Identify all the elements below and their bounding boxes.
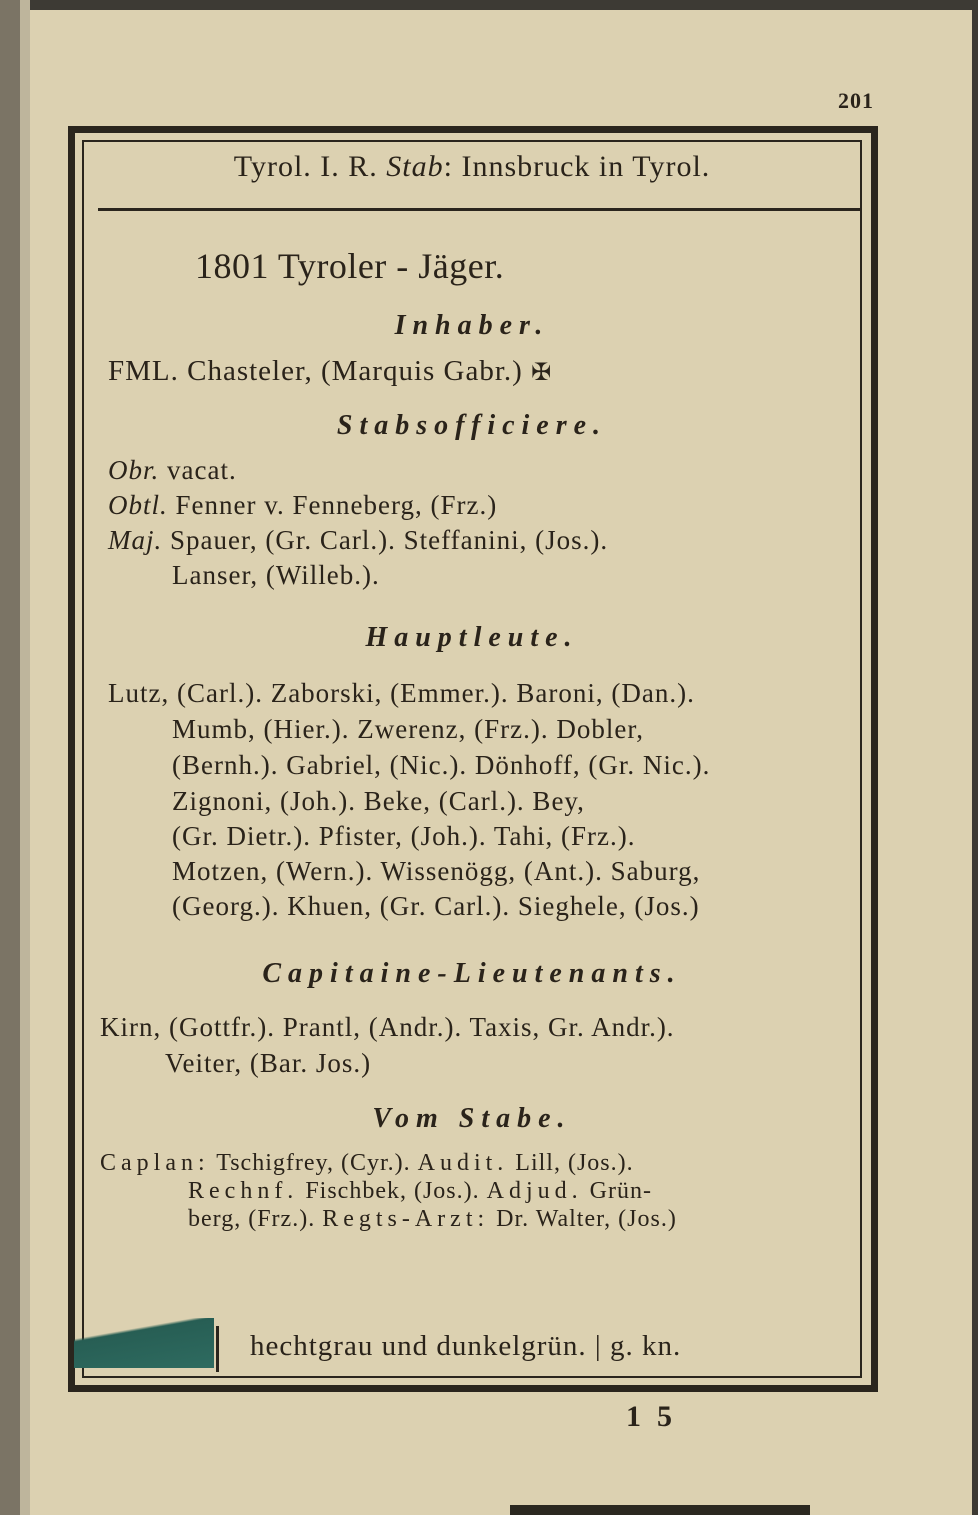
page-bottom-mark xyxy=(510,1505,810,1515)
section-vom-stabe: Vom Stabe. xyxy=(372,1103,572,1134)
regiment-name: Tyroler - Jäger. xyxy=(277,246,505,286)
stabsofficier-row xyxy=(108,455,237,486)
capitaine-lieutenant-line: Veiter, (Bar. Jos.) xyxy=(165,1048,372,1078)
order-cross-icon: ✠ xyxy=(531,360,553,386)
rank-label: Obr. xyxy=(108,455,160,485)
rank-label: Obtl. xyxy=(108,490,168,520)
stabsofficier-row xyxy=(172,560,380,591)
person-text: berg, (Frz.). xyxy=(188,1206,316,1232)
section-inhaber: Inhaber. xyxy=(394,310,550,341)
header-divider xyxy=(98,208,860,211)
header-stab-label: Stab xyxy=(386,150,444,183)
page-header xyxy=(82,150,862,184)
stabe-line xyxy=(188,1206,677,1233)
regiment-year: 1801 xyxy=(195,246,269,286)
green-color-swatch xyxy=(74,1318,214,1368)
book-gutter xyxy=(20,0,30,1515)
stabsofficier-row xyxy=(108,525,608,556)
officer-text: Lanser, (Willeb.). xyxy=(172,560,380,590)
book-spine xyxy=(0,0,20,1515)
printer-signature: 15 xyxy=(626,1400,688,1433)
officer-text: Fenner v. Fenneberg, (Frz.) xyxy=(175,490,498,520)
hauptleute-line: (Bernh.). Gabriel, (Nic.). Dönhoff, (Gr. Nic.). xyxy=(172,750,711,780)
hauptleute-line: Zignoni, (Joh.). Beke, (Carl.). Bey, xyxy=(172,786,585,816)
role-label: Caplan: xyxy=(100,1150,210,1176)
role-label: Rechnf. xyxy=(188,1178,299,1204)
person-text: Grün- xyxy=(589,1178,652,1204)
page-number: 201 xyxy=(838,88,874,113)
hauptleute-line: (Gr. Dietr.). Pfister, (Joh.). Tahi, (Frz.). xyxy=(172,821,636,851)
stabsofficier-row xyxy=(108,490,497,521)
header-location: : Innsbruck in Tyrol. xyxy=(443,150,711,183)
person-text: Lill, (Jos.). xyxy=(515,1150,634,1176)
regiment-title xyxy=(195,245,504,287)
person-text: Tschigfrey, (Cyr.). xyxy=(216,1150,411,1176)
section-stabsofficiere: Stabsofficiere. xyxy=(336,410,608,441)
hauptleute-line: (Georg.). Khuen, (Gr. Carl.). Sieghele, (Jos.) xyxy=(172,891,700,921)
page-right-edge xyxy=(972,0,978,1515)
section-hauptleute: Hauptleute. xyxy=(365,622,579,653)
inhaber-text: FML. Chasteler, (Marquis Gabr.) xyxy=(108,355,523,387)
role-label: Adjud. xyxy=(486,1178,583,1204)
officer-text: vacat. xyxy=(167,455,237,485)
inhaber-line xyxy=(108,355,552,388)
uniform-colors: hechtgrau und dunkelgrün. | g. kn. xyxy=(250,1330,682,1362)
stabe-line xyxy=(100,1150,634,1177)
hauptleute-line: Mumb, (Hier.). Zwerenz, (Frz.). Dobler, xyxy=(172,714,645,744)
rank-label: Maj. xyxy=(108,525,163,555)
header-prefix: Tyrol. I. R. xyxy=(233,150,378,183)
officer-text: Spauer, (Gr. Carl.). Steffanini, (Jos.). xyxy=(170,525,609,555)
role-label: Audit. xyxy=(417,1150,509,1176)
hauptleute-line: Motzen, (Wern.). Wissenögg, (Ant.). Saburg, xyxy=(172,856,701,886)
person-text: Fischbek, (Jos.). xyxy=(305,1178,480,1204)
stabe-line xyxy=(188,1178,652,1205)
hauptleute-line: Lutz, (Carl.). Zaborski, (Emmer.). Baroni, (Dan.). xyxy=(108,678,695,708)
role-label: Regts-Arzt: xyxy=(322,1206,490,1232)
capitaine-lieutenant-line: Kirn, (Gottfr.). Prantl, (Andr.). Taxis, Gr. Andr.). xyxy=(100,1012,675,1042)
page-top-edge xyxy=(0,0,978,10)
section-capitaine-lieutenants: Capitaine-Lieutenants. xyxy=(262,958,682,989)
person-text: Dr. Walter, (Jos.) xyxy=(496,1206,677,1232)
